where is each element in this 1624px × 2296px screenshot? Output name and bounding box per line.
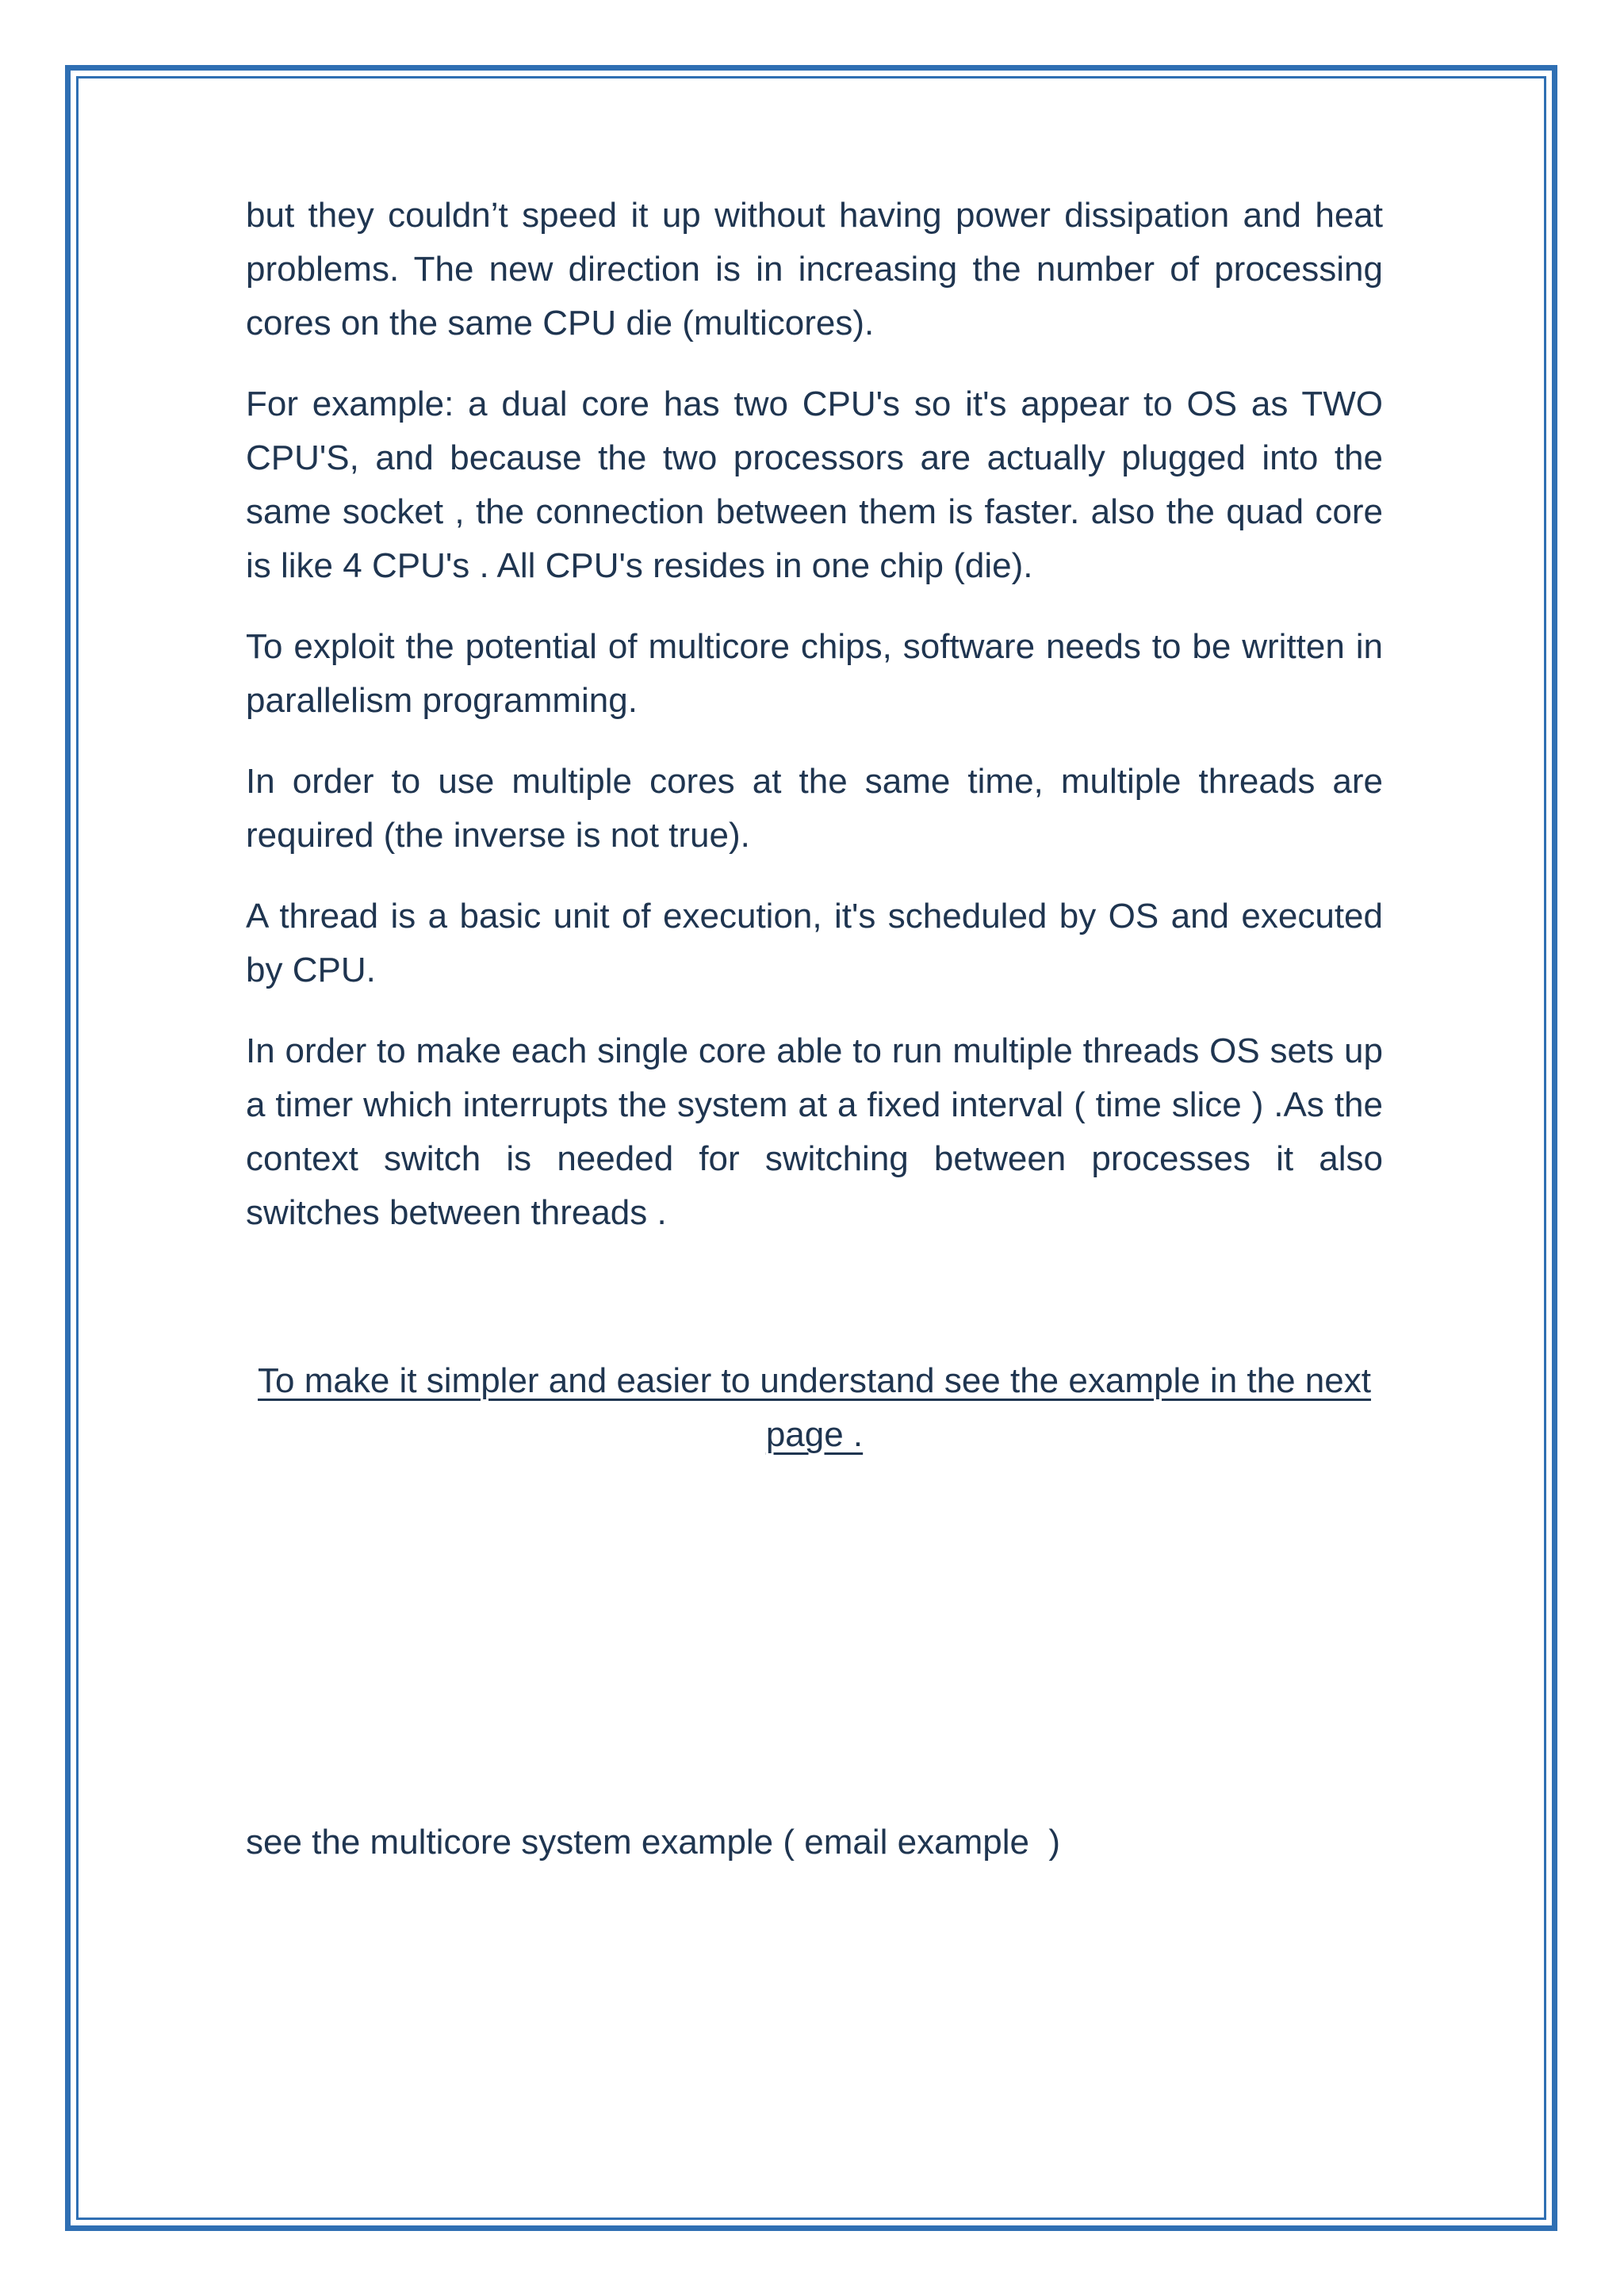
email-example-line: see the multicore system example ( email example ) bbox=[246, 1823, 1061, 1862]
paragraph-multiple-threads: In order to use multiple cores at the same time, multiple threads are required (the inverse is not true). bbox=[246, 762, 1383, 855]
paragraph-thread-definition: A thread is a basic unit of execution, it's scheduled by OS and executed by CPU. bbox=[246, 897, 1383, 989]
paragraph-multicore-intro: but they couldn’t speed it up without having power dissipation and heat problems. The new direction is in increasing the number of processing cores on the same CPU die (multicores). bbox=[246, 196, 1383, 342]
paragraph-time-slice: In order to make each single core able to run multiple threads OS sets up a timer which interrupts the system at a fixed interval ( time slice ) .As the context switch is needed for switching between processes it also switches between threads . bbox=[246, 1031, 1383, 1232]
body-text bbox=[246, 189, 1383, 1267]
paragraph-dual-core-example: For example: a dual core has two CPU's so it's appear to OS as TWO CPU'S, and because the two processors are actually plugged into the same socket , the connection between them is faster. also the quad core is like 4 CPU's . All CPU's resides in one chip (die). bbox=[246, 385, 1383, 585]
next-page-note: To make it simpler and easier to understand see the example in the next page . bbox=[258, 1361, 1371, 1454]
paragraph-parallelism: To exploit the potential of multicore chips, software needs to be written in parallelism programming. bbox=[246, 627, 1383, 720]
